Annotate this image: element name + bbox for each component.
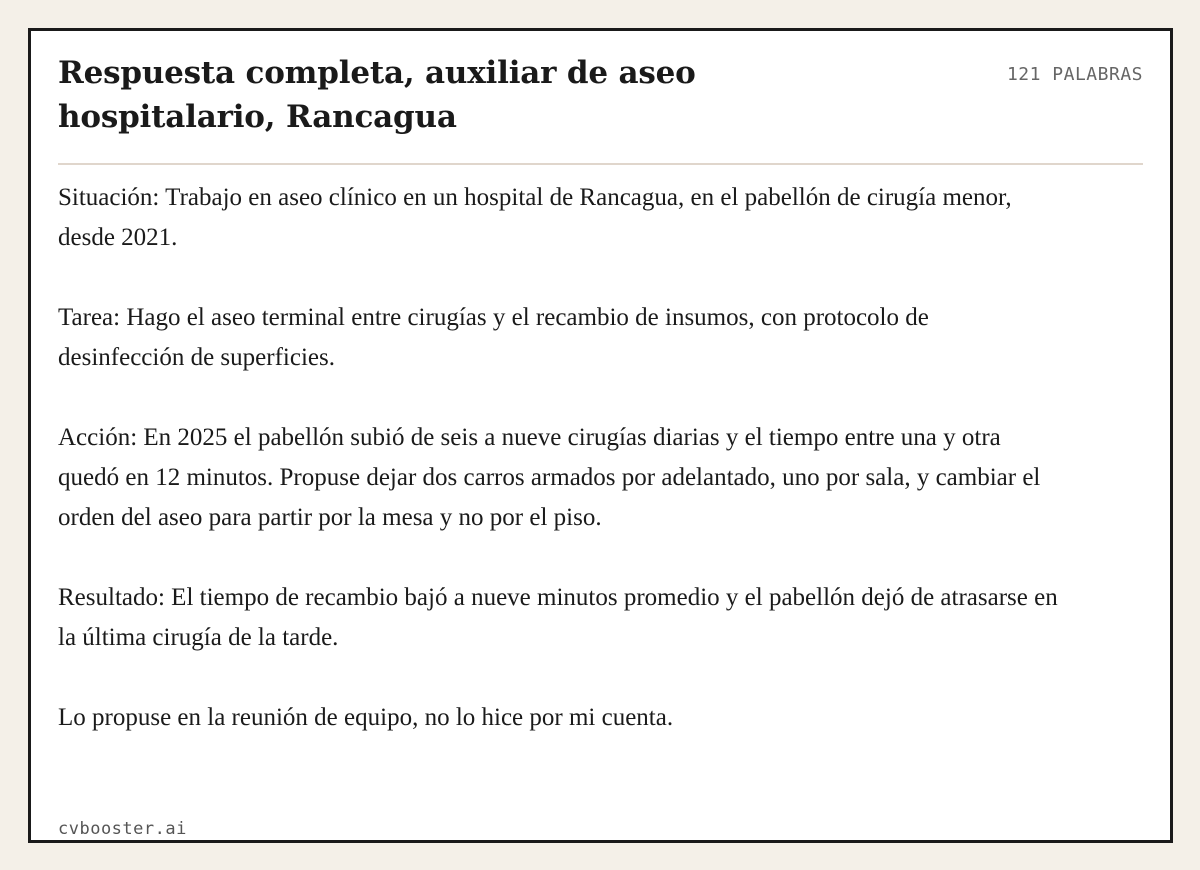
paragraph-closing: Lo propuse en la reunión de equipo, no lo hice por mi cuenta.: [58, 704, 674, 731]
card-title: Respuesta completa, auxiliar de aseo hospitalario, Rancagua: [58, 55, 696, 135]
card-header: [58, 31, 1143, 165]
answer-body: [58, 178, 1058, 778]
word-count-badge: 121 PALABRAS: [1006, 64, 1143, 85]
paragraph-resultado: Resultado: El tiempo de recambio bajó a nueve minutos promedio y el pabellón dejó de atrasarse en la última cirugía de la tarde.: [58, 584, 1058, 651]
paragraph-situacion: Situación: Trabajo en aseo clínico en un hospital de Rancagua, en el pabellón de cirugía menor, desde 2021.: [58, 184, 1012, 251]
paragraph-accion: Acción: En 2025 el pabellón subió de seis a nueve cirugías diarias y el tiempo entre una y otra quedó en 12 minutos. Propuse dejar dos carros armados por adelantado, uno por sala, y cambiar el orden del aseo para partir por la mesa y no por el piso.: [58, 424, 1041, 531]
answer-card: [28, 28, 1173, 843]
paragraph-tarea: Tarea: Hago el aseo terminal entre cirugías y el recambio de insumos, con protocolo de desinfección de superficies.: [58, 304, 929, 371]
brand-footer: cvbooster.ai: [58, 819, 187, 839]
